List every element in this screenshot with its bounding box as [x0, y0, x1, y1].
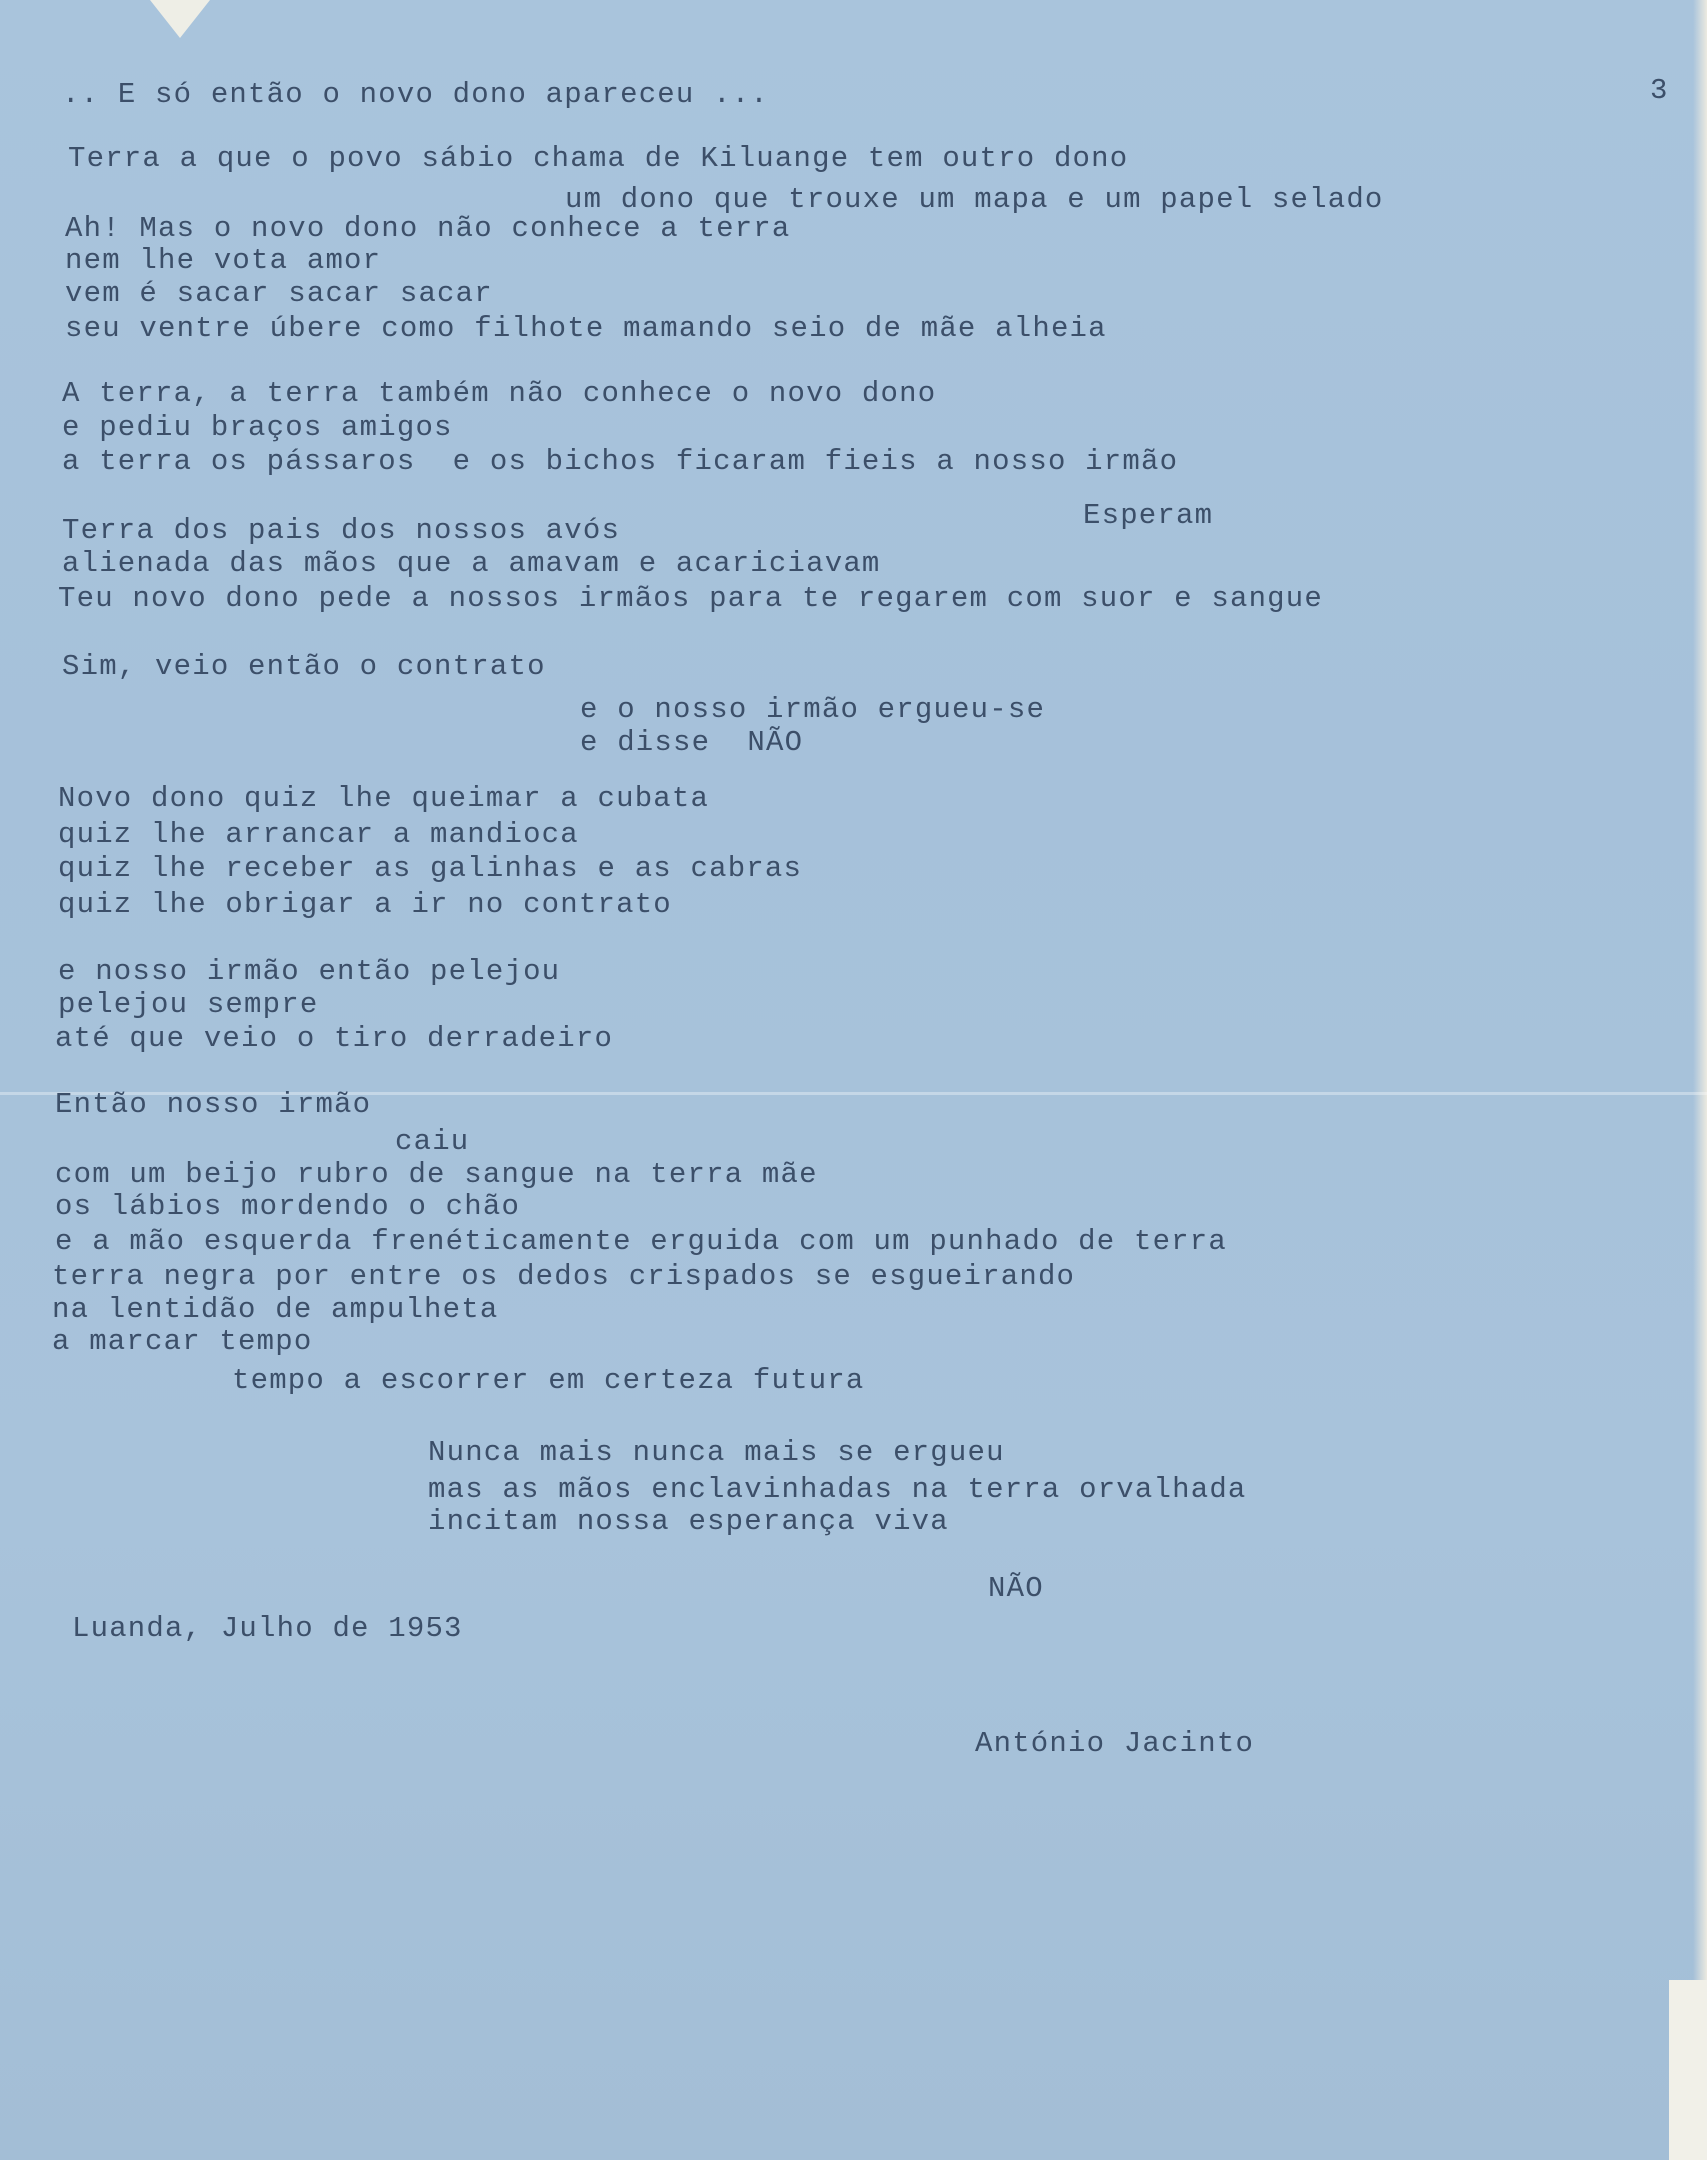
page-number: 3	[1650, 74, 1668, 107]
poem-line: seu ventre úbere como filhote mamando seio de mãe alheia	[65, 312, 1107, 345]
paper-edge	[1693, 0, 1707, 2160]
poem-line: com um beijo rubro de sangue na terra mãe	[55, 1158, 818, 1191]
poem-line: e a mão esquerda frenéticamente erguida com um punhado de terra	[55, 1225, 1227, 1258]
poem-line: A terra, a terra também não conhece o novo dono	[62, 377, 937, 410]
poem-line: Sim, veio então o contrato	[62, 650, 546, 683]
poem-line: e nosso irmão então pelejou	[58, 955, 561, 988]
torn-corner-bottom	[1669, 1980, 1707, 2160]
poem-line: Esperam	[1083, 499, 1214, 532]
poem-line: terra negra por entre os dedos crispados se esgueirando	[52, 1260, 1076, 1293]
poem-line: a marcar tempo	[52, 1325, 313, 1358]
poem-line: NÃO	[988, 1572, 1044, 1605]
poem-line: pelejou sempre	[58, 988, 319, 1021]
poem-line: os lábios mordendo o chão	[55, 1190, 521, 1223]
poem-line: caiu	[395, 1125, 470, 1158]
poem-line: alienada das mãos que a amavam e acariciavam	[62, 547, 881, 580]
poem-line: um dono que trouxe um mapa e um papel selado	[565, 183, 1384, 216]
poem-line: vem é sacar sacar sacar	[65, 277, 493, 310]
poem-line: Teu novo dono pede a nossos irmãos para te regarem com suor e sangue	[58, 582, 1323, 615]
poem-line: quiz lhe arrancar a mandioca	[58, 818, 579, 851]
poem-line: e disse NÃO	[580, 726, 804, 759]
poem-line: Ah! Mas o novo dono não conhece a terra	[65, 212, 791, 245]
poem-line: Terra dos pais dos nossos avós	[62, 514, 621, 547]
poem-title: .. E só então o novo dono apareceu ...	[62, 78, 769, 111]
poem-line: e pediu braços amigos	[62, 411, 453, 444]
poem-line: nem lhe vota amor	[65, 244, 382, 277]
poem-line: tempo a escorrer em certeza futura	[232, 1364, 865, 1397]
poem-line: Terra a que o povo sábio chama de Kiluange tem outro dono	[68, 142, 1129, 175]
author-signature: António Jacinto	[975, 1727, 1255, 1760]
poem-line: a terra os pássaros e os bichos ficaram fieis a nosso irmão	[62, 445, 1179, 478]
torn-corner	[150, 0, 210, 38]
place-date: Luanda, Julho de 1953	[72, 1612, 463, 1645]
poem-line: quiz lhe obrigar a ir no contrato	[58, 888, 672, 921]
poem-line: quiz lhe receber as galinhas e as cabras	[58, 852, 803, 885]
poem-line: incitam nossa esperança viva	[428, 1505, 949, 1538]
poem-line: mas as mãos enclavinhadas na terra orvalhada	[428, 1473, 1247, 1506]
poem-line: Nunca mais nunca mais se ergueu	[428, 1436, 1005, 1469]
poem-line: e o nosso irmão ergueu-se	[580, 693, 1046, 726]
poem-line: até que veio o tiro derradeiro	[55, 1022, 614, 1055]
poem-line: Novo dono quiz lhe queimar a cubata	[58, 782, 710, 815]
poem-line: Então nosso irmão	[55, 1088, 372, 1121]
poem-line: na lentidão de ampulheta	[52, 1293, 499, 1326]
